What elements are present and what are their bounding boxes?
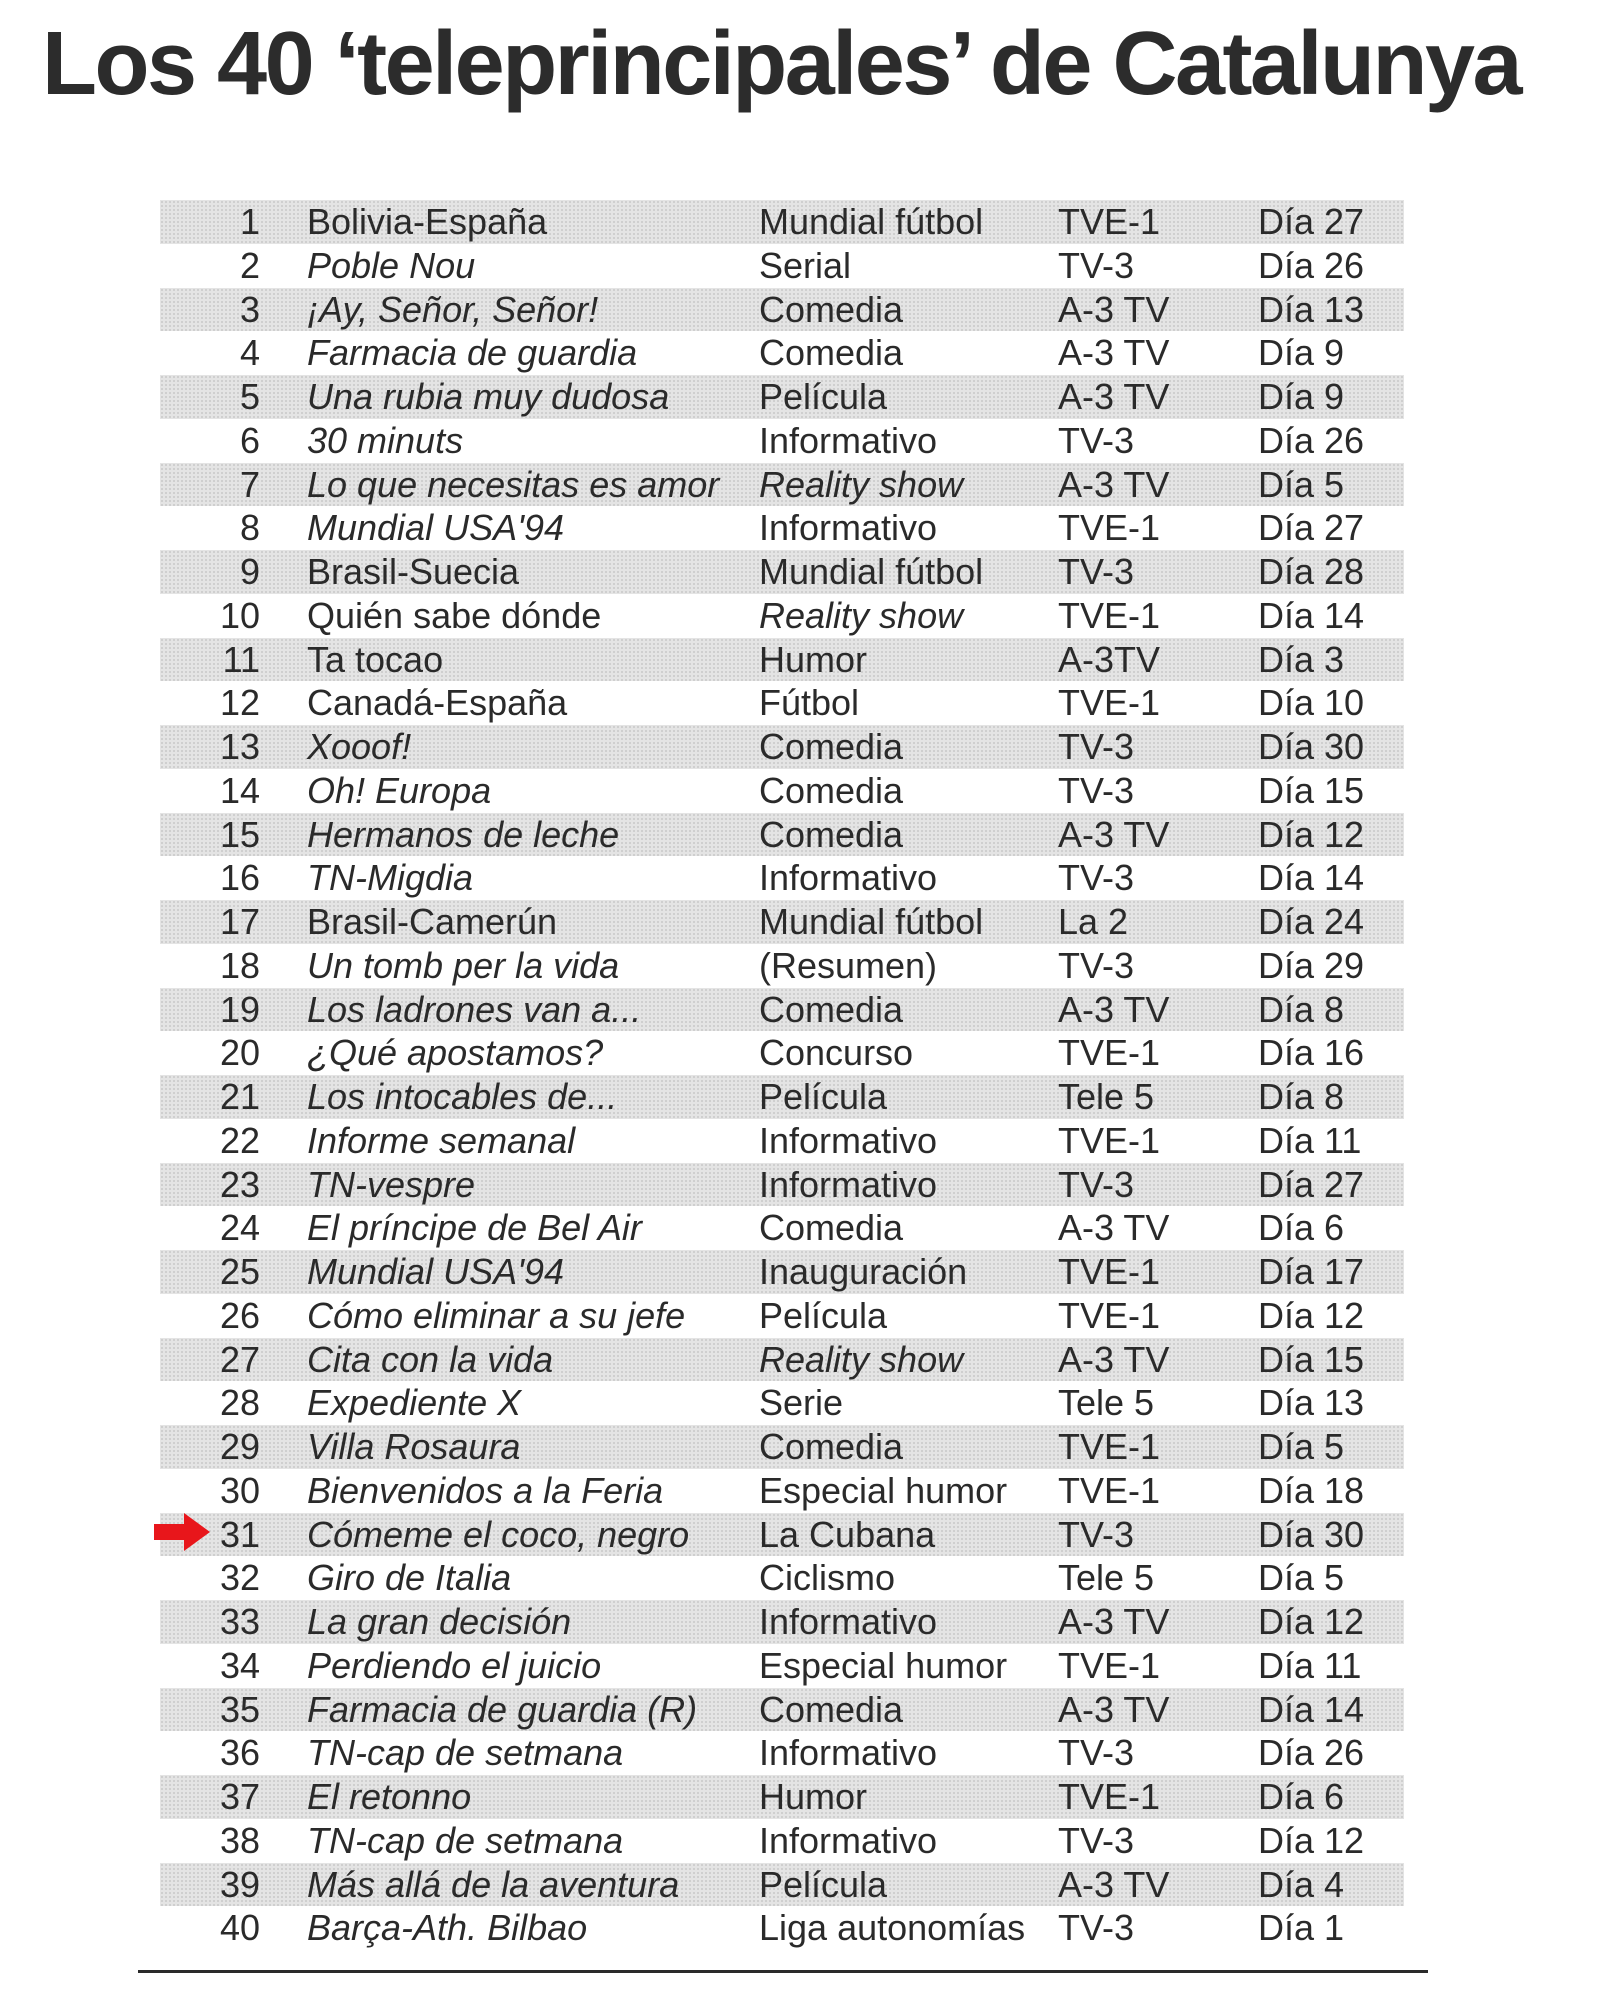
genre-cell: La Cubana	[759, 1513, 936, 1555]
table-row	[160, 1075, 1404, 1119]
program-title-cell: Cómo eliminar a su jefe	[307, 1294, 686, 1336]
rank-cell: 5	[239, 376, 260, 417]
table-row	[160, 1600, 1404, 1644]
table-row	[160, 1644, 1404, 1688]
table-row	[160, 813, 1404, 857]
program-title-cell: El retonno	[307, 1776, 472, 1817]
day-cell: Día 12	[1258, 813, 1365, 855]
genre-cell: Comedia	[759, 1688, 904, 1730]
program-title-cell: 30 minuts	[307, 419, 464, 461]
genre-cell: Comedia	[759, 1207, 904, 1249]
day-cell: Día 30	[1258, 1513, 1365, 1555]
rank-cell: 16	[219, 857, 260, 899]
program-title-cell: Un tomb per la vida	[307, 944, 620, 986]
rank-cell: 22	[219, 1119, 260, 1161]
rank-cell: 17	[219, 901, 260, 942]
rank-cell: 27	[219, 1338, 260, 1380]
genre-cell: Informativo	[759, 1819, 938, 1861]
genre-cell: Especial humor	[759, 1469, 1008, 1511]
day-cell: Día 13	[1258, 1382, 1365, 1424]
day-cell: Día 5	[1258, 1557, 1345, 1599]
genre-cell: Comedia	[759, 813, 904, 855]
rank-cell: 26	[219, 1294, 260, 1336]
day-cell: Día 8	[1258, 988, 1345, 1030]
day-cell: Día 12	[1258, 1819, 1365, 1861]
program-title-cell: Bienvenidos a la Feria	[307, 1469, 664, 1511]
channel-cell: TV-3	[1058, 1907, 1135, 1949]
table-row	[160, 331, 1404, 375]
rank-cell: 36	[219, 1732, 260, 1774]
rank-cell: 7	[239, 463, 260, 505]
rank-cell: 20	[219, 1032, 260, 1074]
table-row	[160, 463, 1404, 507]
channel-cell: A-3 TV	[1058, 988, 1170, 1030]
day-cell: Día 15	[1258, 1338, 1365, 1380]
genre-cell: Informativo	[759, 1732, 938, 1774]
rank-cell: 23	[219, 1163, 260, 1205]
genre-cell: Reality show	[759, 594, 964, 636]
genre-cell: Informativo	[759, 857, 938, 899]
day-cell: Día 26	[1258, 244, 1365, 286]
rank-cell: 18	[219, 944, 260, 986]
table-row	[160, 856, 1404, 900]
program-title-cell: Una rubia muy dudosa	[307, 376, 670, 417]
rank-cell: 6	[239, 419, 260, 461]
day-cell: Día 10	[1258, 682, 1365, 724]
program-title-cell: Perdiendo el juicio	[307, 1644, 602, 1686]
channel-cell: TVE-1	[1058, 1119, 1161, 1161]
channel-cell: A-3 TV	[1058, 1207, 1170, 1249]
rank-cell: 31	[219, 1513, 260, 1555]
rank-cell: 25	[219, 1251, 260, 1292]
table-row	[160, 1469, 1404, 1513]
channel-cell: A-3 TV	[1058, 376, 1170, 417]
program-title-cell: Lo que necesitas es amor	[307, 463, 720, 505]
day-cell: Día 5	[1258, 463, 1345, 505]
program-title-cell: Cita con la vida	[307, 1338, 554, 1380]
genre-cell: Comedia	[759, 332, 904, 374]
program-title-cell: Oh! Europa	[307, 769, 492, 811]
rank-cell: 37	[219, 1776, 260, 1817]
channel-cell: Tele 5	[1058, 1076, 1155, 1117]
day-cell: Día 12	[1258, 1294, 1365, 1336]
day-cell: Día 13	[1258, 288, 1365, 330]
program-title-cell: ¡Ay, Señor, Señor!	[307, 288, 599, 330]
table-row	[160, 681, 1404, 725]
channel-cell: TVE-1	[1058, 507, 1161, 549]
day-cell: Día 6	[1258, 1207, 1345, 1249]
table-row	[160, 944, 1404, 988]
program-title-cell: Bolivia-España	[307, 201, 548, 242]
day-cell: Día 8	[1258, 1076, 1345, 1117]
day-cell: Día 24	[1258, 901, 1365, 942]
table-row	[160, 1513, 1404, 1557]
channel-cell: TV-3	[1058, 726, 1135, 767]
program-title-cell: TN-Migdia	[307, 857, 474, 899]
rank-cell: 34	[219, 1644, 260, 1686]
rank-cell: 40	[219, 1907, 260, 1949]
genre-cell: Comedia	[759, 726, 904, 767]
table-row	[160, 1775, 1404, 1819]
rank-cell: 33	[219, 1601, 260, 1642]
rank-cell: 10	[219, 594, 260, 636]
rank-cell: 3	[239, 288, 260, 330]
channel-cell: TV-3	[1058, 419, 1135, 461]
table-row	[160, 1556, 1404, 1600]
page-title: Los 40 ‘teleprincipales’ de Catalunya	[42, 14, 1521, 114]
rank-cell: 29	[219, 1426, 260, 1467]
table-row	[160, 506, 1404, 550]
program-title-cell: Brasil-Suecia	[307, 551, 520, 592]
table-row	[160, 1381, 1404, 1425]
program-title-cell: Mundial USA'94	[307, 507, 565, 549]
table-row	[160, 200, 1404, 244]
table-row	[160, 594, 1404, 638]
channel-cell: TVE-1	[1058, 201, 1161, 242]
table-row	[160, 900, 1404, 944]
table-row	[160, 1163, 1404, 1207]
channel-cell: TVE-1	[1058, 1469, 1161, 1511]
day-cell: Día 26	[1258, 1732, 1365, 1774]
channel-cell: Tele 5	[1058, 1557, 1155, 1599]
genre-cell: Mundial fútbol	[759, 901, 984, 942]
day-cell: Día 9	[1258, 332, 1345, 374]
genre-cell: Comedia	[759, 769, 904, 811]
genre-cell: Comedia	[759, 988, 904, 1030]
genre-cell: Inauguración	[759, 1251, 968, 1292]
program-title-cell: Expediente X	[307, 1382, 522, 1424]
day-cell: Día 17	[1258, 1251, 1365, 1292]
genre-cell: Liga autonomías	[759, 1907, 1026, 1949]
day-cell: Día 3	[1258, 638, 1345, 680]
rank-cell: 13	[219, 726, 260, 767]
day-cell: Día 11	[1258, 1644, 1362, 1686]
genre-cell: Especial humor	[759, 1644, 1008, 1686]
channel-cell: Tele 5	[1058, 1382, 1155, 1424]
program-title-cell: Villa Rosaura	[307, 1426, 521, 1467]
genre-cell: Ciclismo	[759, 1557, 896, 1599]
day-cell: Día 14	[1258, 594, 1365, 636]
channel-cell: A-3 TV	[1058, 1338, 1170, 1380]
table-row	[160, 1338, 1404, 1382]
rank-cell: 19	[219, 988, 260, 1030]
program-title-cell: El príncipe de Bel Air	[307, 1207, 642, 1249]
genre-cell: Mundial fútbol	[759, 201, 984, 242]
table-row	[160, 288, 1404, 332]
channel-cell: TV-3	[1058, 244, 1135, 286]
channel-cell: TV-3	[1058, 857, 1135, 899]
program-title-cell: Mundial USA'94	[307, 1251, 565, 1292]
day-cell: Día 27	[1258, 507, 1365, 549]
genre-cell: Concurso	[759, 1032, 914, 1074]
genre-cell: Informativo	[759, 1601, 938, 1642]
channel-cell: TVE-1	[1058, 682, 1161, 724]
genre-cell: Informativo	[759, 507, 938, 549]
genre-cell: Informativo	[759, 419, 938, 461]
genre-cell: Comedia	[759, 1426, 904, 1467]
day-cell: Día 12	[1258, 1601, 1365, 1642]
program-title-cell: Canadá-España	[307, 682, 568, 724]
channel-cell: TVE-1	[1058, 594, 1161, 636]
program-title-cell: TN-vespre	[307, 1163, 476, 1205]
genre-cell: Serie	[759, 1382, 844, 1424]
rank-cell: 32	[219, 1557, 260, 1599]
channel-cell: A-3 TV	[1058, 463, 1170, 505]
channel-cell: A-3 TV	[1058, 332, 1170, 374]
genre-cell: Humor	[759, 638, 868, 680]
genre-cell: Reality show	[759, 1338, 964, 1380]
genre-cell: Película	[759, 1294, 888, 1336]
program-title-cell: Farmacia de guardia (R)	[307, 1688, 698, 1730]
table-row	[160, 1731, 1404, 1775]
rank-cell: 28	[219, 1382, 260, 1424]
day-cell: Día 18	[1258, 1469, 1365, 1511]
program-title-cell: Los ladrones van a...	[307, 988, 642, 1030]
day-cell: Día 14	[1258, 1688, 1365, 1730]
channel-cell: TVE-1	[1058, 1776, 1161, 1817]
rank-cell: 14	[219, 769, 260, 811]
ranking-table	[160, 200, 1404, 1950]
rank-cell: 38	[219, 1819, 260, 1861]
program-title-cell: Farmacia de guardia	[307, 332, 638, 374]
channel-cell: TVE-1	[1058, 1426, 1161, 1467]
table-row	[160, 550, 1404, 594]
program-title-cell: Poble Nou	[307, 244, 476, 286]
program-title-cell: Ta tocao	[307, 638, 444, 680]
program-title-cell: Barça-Ath. Bilbao	[307, 1907, 588, 1949]
genre-cell: Mundial fútbol	[759, 551, 984, 592]
channel-cell: TVE-1	[1058, 1294, 1161, 1336]
rank-cell: 12	[219, 682, 260, 724]
day-cell: Día 26	[1258, 419, 1365, 461]
day-cell: Día 1	[1258, 1907, 1345, 1949]
genre-cell: (Resumen)	[759, 944, 938, 986]
rank-cell: 11	[222, 638, 260, 680]
channel-cell: TV-3	[1058, 1732, 1135, 1774]
table-row	[160, 1688, 1404, 1732]
rank-cell: 39	[219, 1863, 260, 1905]
genre-cell: Informativo	[759, 1119, 938, 1161]
genre-cell: Película	[759, 376, 888, 417]
day-cell: Día 6	[1258, 1776, 1345, 1817]
rank-cell: 9	[239, 551, 260, 592]
table-row	[160, 988, 1404, 1032]
program-title-cell: Hermanos de leche	[307, 813, 620, 855]
channel-cell: A-3 TV	[1058, 1863, 1170, 1905]
channel-cell: La 2	[1058, 901, 1129, 942]
table-row	[160, 1250, 1404, 1294]
table-row	[160, 1206, 1404, 1250]
genre-cell: Serial	[759, 244, 852, 286]
rank-cell: 30	[219, 1469, 260, 1511]
day-cell: Día 29	[1258, 944, 1365, 986]
program-title-cell: Cómeme el coco, negro	[307, 1513, 690, 1555]
rank-cell: 35	[219, 1688, 260, 1730]
rank-cell: 2	[239, 244, 260, 286]
table-row	[160, 1119, 1404, 1163]
table-row	[160, 1031, 1404, 1075]
table-row	[160, 1906, 1404, 1950]
program-title-cell: Brasil-Camerún	[307, 901, 558, 942]
program-title-cell: Giro de Italia	[307, 1557, 512, 1599]
program-title-cell: Informe semanal	[307, 1119, 576, 1161]
arrow-shape	[154, 1513, 210, 1551]
genre-cell: Película	[759, 1076, 888, 1117]
day-cell: Día 30	[1258, 726, 1365, 767]
table-row	[160, 1863, 1404, 1907]
rank-cell: 4	[239, 332, 260, 374]
channel-cell: TV-3	[1058, 944, 1135, 986]
genre-cell: Comedia	[759, 288, 904, 330]
program-title-cell: TN-cap de setmana	[307, 1732, 624, 1774]
rank-cell: 8	[239, 507, 260, 549]
table-row	[160, 419, 1404, 463]
channel-cell: TVE-1	[1058, 1032, 1161, 1074]
table-row	[160, 1294, 1404, 1338]
channel-cell: A-3TV	[1058, 638, 1161, 680]
table-row	[160, 638, 1404, 682]
channel-cell: A-3 TV	[1058, 813, 1170, 855]
table-row	[160, 375, 1404, 419]
program-title-cell: La gran decisión	[307, 1601, 572, 1642]
rank-cell: 21	[219, 1076, 260, 1117]
day-cell: Día 15	[1258, 769, 1365, 811]
table-row	[160, 1425, 1404, 1469]
channel-cell: TV-3	[1058, 1513, 1135, 1555]
genre-cell: Película	[759, 1863, 888, 1905]
genre-cell: Humor	[759, 1776, 868, 1817]
table-row	[160, 769, 1404, 813]
day-cell: Día 14	[1258, 857, 1365, 899]
day-cell: Día 27	[1258, 201, 1365, 242]
rank-cell: 24	[219, 1207, 260, 1249]
program-title-cell: ¿Qué apostamos?	[307, 1032, 604, 1074]
red-arrow-right-icon	[154, 1513, 210, 1551]
program-title-cell: Más allá de la aventura	[307, 1863, 680, 1905]
table-row	[160, 244, 1404, 288]
channel-cell: TV-3	[1058, 1819, 1135, 1861]
program-title-cell: Quién sabe dónde	[307, 594, 602, 636]
rank-cell: 15	[219, 813, 260, 855]
day-cell: Día 5	[1258, 1426, 1345, 1467]
genre-cell: Informativo	[759, 1163, 938, 1205]
program-title-cell: Los intocables de...	[307, 1076, 618, 1117]
channel-cell: TV-3	[1058, 769, 1135, 811]
day-cell: Día 11	[1258, 1119, 1362, 1161]
channel-cell: A-3 TV	[1058, 1688, 1170, 1730]
day-cell: Día 16	[1258, 1032, 1365, 1074]
rank-cell: 1	[239, 201, 260, 242]
channel-cell: TVE-1	[1058, 1251, 1161, 1292]
channel-cell: TV-3	[1058, 1163, 1135, 1205]
channel-cell: A-3 TV	[1058, 288, 1170, 330]
table-row	[160, 1819, 1404, 1863]
table-row	[160, 725, 1404, 769]
day-cell: Día 9	[1258, 376, 1345, 417]
day-cell: Día 28	[1258, 551, 1365, 592]
day-cell: Día 4	[1258, 1863, 1345, 1905]
program-title-cell: Xooof!	[307, 726, 412, 767]
day-cell: Día 27	[1258, 1163, 1365, 1205]
genre-cell: Reality show	[759, 463, 964, 505]
program-title-cell: TN-cap de setmana	[307, 1819, 624, 1861]
bottom-rule	[138, 1970, 1428, 1973]
channel-cell: TV-3	[1058, 551, 1135, 592]
channel-cell: TVE-1	[1058, 1644, 1161, 1686]
genre-cell: Fútbol	[759, 682, 860, 724]
channel-cell: A-3 TV	[1058, 1601, 1170, 1642]
